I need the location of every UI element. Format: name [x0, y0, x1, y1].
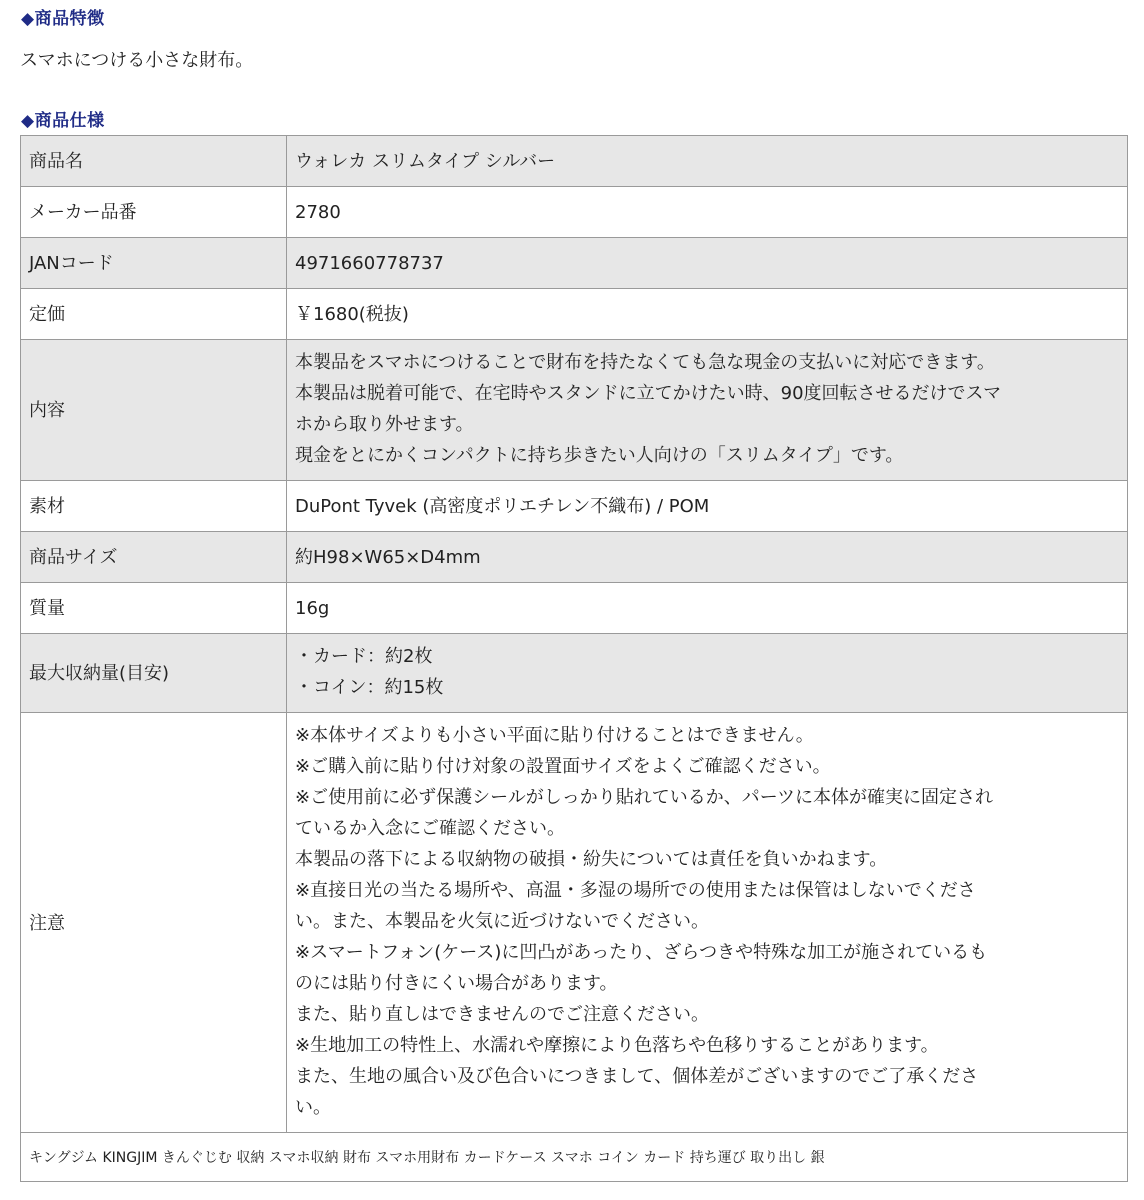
spec-value-line: ※ご使用前に必ず保護シールがしっかり貼れているか、パーツに本体が確実に固定され [295, 787, 993, 808]
spec-key: 商品サイズ [21, 532, 287, 583]
spec-value-line: また、貼り直しはできませんのでご注意ください。 [295, 1004, 709, 1025]
spec-value-line: ウォレカ スリムタイプ シルバー [295, 151, 556, 172]
spec-value-line: い。また、本製品を火気に近づけないでください。 [295, 911, 709, 932]
spec-row [21, 583, 1128, 634]
spec-value-line: ・コイン：約15枚 [295, 677, 444, 698]
spec-key: JANコード [21, 238, 287, 289]
keywords-row [21, 1133, 1128, 1182]
spec-key: メーカー品番 [21, 187, 287, 238]
spec-row [21, 136, 1128, 187]
spec-value [287, 187, 1128, 238]
spec-row [21, 713, 1128, 1133]
spec-value-line: ・カード：約2枚 [295, 646, 433, 667]
keywords-text: キングジム KINGJIM きんぐじむ 収納 スマホ収納 財布 スマホ用財布 カードケース スマホ コイン カード 持ち運び 取り出し 銀 [21, 1133, 1128, 1182]
section-heading-features: ◆商品特徴 [21, 9, 105, 29]
spec-value [287, 340, 1128, 481]
spec-value-line: また、生地の風合い及び色合いにつきまして、個体差がございますのでご了承くださ [295, 1066, 979, 1087]
spec-key: 注意 [21, 713, 287, 1133]
spec-value [287, 136, 1128, 187]
spec-value-line: ホから取り外せます。 [295, 414, 474, 435]
spec-value [287, 238, 1128, 289]
spec-value-line: 本製品の落下による収納物の破損・紛失については責任を負いかねます。 [295, 849, 888, 870]
spec-table [20, 135, 1128, 1182]
spec-key: 質量 [21, 583, 287, 634]
spec-row [21, 634, 1128, 713]
spec-key: 素材 [21, 481, 287, 532]
spec-key: 最大収納量(目安) [21, 634, 287, 713]
spec-value-line: のには貼り付きにくい場合があります。 [295, 973, 618, 994]
spec-value-line: 4971660778737 [295, 253, 444, 274]
spec-row [21, 187, 1128, 238]
section-heading-specs: ◆商品仕様 [21, 111, 105, 131]
spec-key: 内容 [21, 340, 287, 481]
spec-value-line: 16g [295, 598, 330, 619]
spec-value-line: DuPont Tyvek (高密度ポリエチレン不織布) / POM [295, 496, 710, 517]
spec-value-line: い。 [295, 1097, 331, 1118]
spec-value-line: 約H98×W65×D4mm [295, 547, 481, 568]
spec-row [21, 289, 1128, 340]
spec-value-line: ※本体サイズよりも小さい平面に貼り付けることはできません。 [295, 725, 814, 746]
spec-value-line: ※生地加工の特性上、水濡れや摩擦により色落ちや色移りすることがあります。 [295, 1035, 939, 1056]
spec-value-line: 本製品は脱着可能で、在宅時やスタンドに立てかけたい時、90度回転させるだけでスマ [295, 383, 1002, 404]
spec-value [287, 289, 1128, 340]
spec-value-line: 2780 [295, 202, 341, 223]
spec-value [287, 713, 1128, 1133]
spec-key: 定価 [21, 289, 287, 340]
feature-description: スマホにつける小さな財布。 [20, 50, 254, 71]
spec-value-line: ※スマートフォン(ケース)に凹凸があったり、ざらつきや特殊な加工が施されているも [295, 942, 988, 963]
spec-value-line: 現金をとにかくコンパクトに持ち歩きたい人向けの「スリムタイプ」です。 [295, 445, 904, 466]
spec-value [287, 532, 1128, 583]
spec-value-line: ※ご購入前に貼り付け対象の設置面サイズをよくご確認ください。 [295, 756, 831, 777]
spec-row [21, 340, 1128, 481]
spec-value [287, 481, 1128, 532]
spec-value-line: ※直接日光の当たる場所や、高温・多湿の場所での使用または保管はしないでくださ [295, 880, 976, 901]
spec-row [21, 481, 1128, 532]
spec-key: 商品名 [21, 136, 287, 187]
spec-row [21, 532, 1128, 583]
spec-value-line: ￥1680(税抜) [295, 304, 409, 325]
spec-value [287, 583, 1128, 634]
spec-row [21, 238, 1128, 289]
spec-value [287, 634, 1128, 713]
spec-value-line: ているか入念にご確認ください。 [295, 818, 565, 839]
spec-value-line: 本製品をスマホにつけることで財布を持たなくても急な現金の支払いに対応できます。 [295, 352, 995, 373]
